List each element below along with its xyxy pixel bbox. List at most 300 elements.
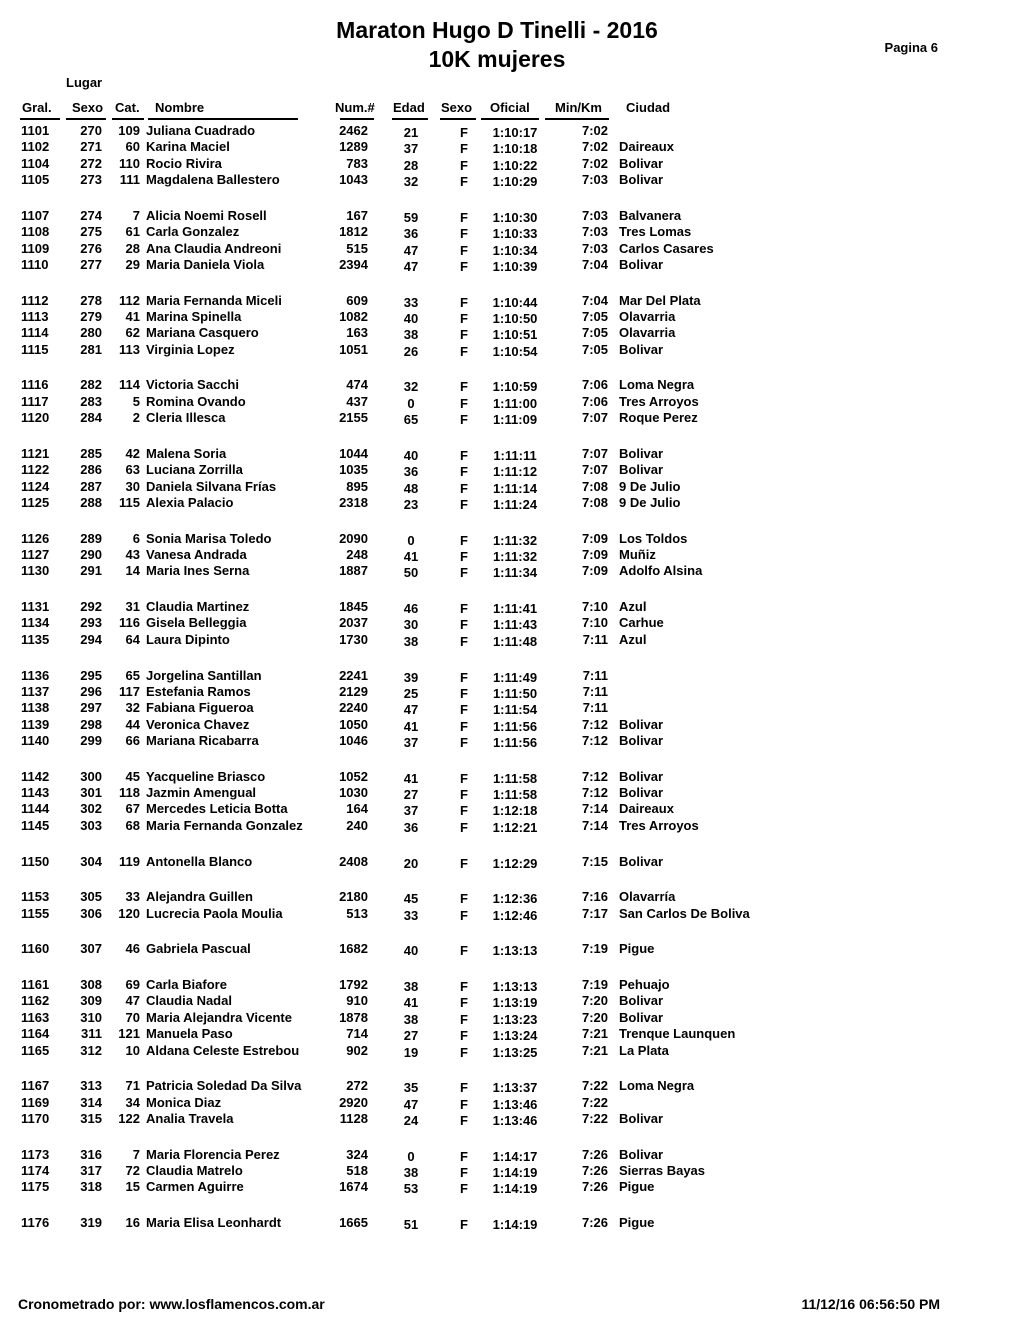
cell-sexo-pos: 318: [80, 1179, 102, 1195]
cell-cat: 6: [132, 530, 140, 546]
cell-sexo-pos: 316: [80, 1146, 102, 1162]
cell-cat: 70: [125, 1009, 140, 1025]
cell-oficial: 1:13:24: [492, 1028, 538, 1044]
cell-edad: 39: [403, 669, 419, 685]
cell-minkm: 7:08: [581, 478, 608, 494]
cell-minkm: 7:26: [581, 1215, 608, 1231]
cell-edad: 23: [403, 496, 419, 512]
cell-sexo-pos: 287: [80, 478, 102, 494]
cell-nombre: Maria Fernanda Gonzalez: [146, 817, 303, 833]
cell-sexo: F: [460, 412, 468, 428]
cell-oficial: 1:11:32: [492, 532, 538, 548]
cell-edad: 32: [403, 379, 419, 395]
cell-oficial: 1:13:23: [492, 1011, 538, 1027]
cell-ciudad: Pehuajo: [619, 977, 670, 993]
cell-cat: 14: [125, 563, 140, 579]
cell-nombre: Carla Gonzalez: [146, 224, 240, 240]
cell-sexo: F: [460, 819, 468, 835]
cell-cat: 10: [125, 1042, 140, 1058]
cell-nombre: Aldana Celeste Estrebou: [146, 1042, 300, 1058]
lugar-heading: Lugar: [66, 75, 103, 90]
cell-gral: 1115: [21, 341, 49, 357]
cell-sexo-pos: 309: [80, 993, 102, 1009]
cell-edad: 47: [403, 702, 419, 718]
cell-ciudad: Pigue: [619, 1179, 655, 1195]
cell-sexo-pos: 275: [80, 224, 102, 240]
cell-nombre: Rocio Rivira: [146, 155, 222, 171]
cell-num: 1043: [339, 172, 368, 188]
cell-ciudad: Tres Arroyos: [619, 393, 699, 409]
cell-sexo: F: [460, 310, 468, 326]
cell-ciudad: Daireaux: [619, 801, 674, 817]
cell-ciudad: Bolivar: [619, 1146, 664, 1162]
header-underline: [481, 118, 539, 120]
cell-cat: 119: [119, 853, 140, 869]
cell-oficial: 1:12:29: [492, 855, 538, 871]
cell-nombre: Carla Biafore: [146, 977, 227, 993]
cell-minkm: 7:21: [581, 1042, 608, 1058]
cell-num: 272: [346, 1078, 368, 1094]
cell-sexo: F: [460, 1217, 468, 1233]
cell-gral: 1140: [21, 732, 50, 748]
cell-gral: 1130: [21, 563, 50, 579]
cell-oficial: 1:10:30: [492, 209, 538, 225]
footer-timestamp: 11/12/16 06:56:50 PM: [801, 1296, 940, 1312]
cell-gral: 1144: [21, 801, 50, 817]
cell-sexo: F: [460, 943, 468, 959]
cell-ciudad: Tres Lomas: [619, 224, 692, 240]
cell-nombre: Vanesa Andrada: [146, 547, 247, 562]
cell-gral: 1126: [21, 530, 50, 546]
cell-sexo: F: [460, 907, 468, 923]
cell-nombre: Laura Dipinto: [146, 631, 230, 647]
cell-ciudad: Trenque Launquen: [619, 1026, 736, 1042]
cell-nombre: Luciana Zorrilla: [146, 462, 243, 478]
cell-edad: 38: [403, 327, 419, 343]
cell-oficial: 1:10:34: [492, 242, 538, 258]
cell-num: 1665: [339, 1215, 368, 1231]
cell-oficial: 1:10:33: [492, 226, 538, 242]
cell-minkm: 7:14: [581, 801, 608, 817]
cell-oficial: 1:14:19: [492, 1165, 538, 1181]
cell-nombre: Yacqueline Briasco: [146, 768, 266, 784]
header-underline: [440, 118, 476, 120]
cell-oficial: 1:11:41: [492, 601, 538, 617]
cell-gral: 1161: [21, 977, 50, 993]
cell-gral: 1153: [21, 889, 50, 905]
cell-sexo-pos: 308: [80, 977, 102, 993]
cell-nombre: Carmen Aguirre: [146, 1179, 244, 1195]
cell-ciudad: Roque Perez: [619, 410, 698, 426]
cell-sexo-pos: 293: [80, 615, 102, 631]
cell-ciudad: Daireaux: [619, 139, 674, 155]
cell-sexo: F: [460, 395, 468, 411]
cell-oficial: 1:12:36: [492, 891, 538, 907]
cell-sexo-pos: 301: [80, 785, 102, 801]
cell-gral: 1134: [21, 615, 50, 631]
cell-sexo: F: [460, 1028, 468, 1044]
cell-ciudad: Olavarría: [619, 889, 676, 905]
cell-nombre: Veronica Chavez: [146, 716, 250, 732]
cell-num: 1035: [339, 462, 368, 478]
cell-gral: 1142: [21, 768, 50, 784]
cell-cat: 116: [119, 615, 140, 631]
cell-num: 1051: [339, 341, 368, 357]
column-header-edad: Edad: [393, 100, 425, 115]
cell-num: 2241: [339, 667, 368, 683]
cell-sexo: F: [460, 685, 468, 701]
cell-nombre: Daniela Silvana Frías: [146, 478, 277, 494]
cell-sexo-pos: 280: [80, 325, 102, 341]
cell-minkm: 7:22: [581, 1110, 608, 1126]
cell-ciudad: Azul: [619, 631, 647, 647]
header-underline: [545, 118, 609, 120]
cell-ciudad: Adolfo Alsina: [619, 563, 703, 579]
cell-num: 1878: [339, 1009, 368, 1025]
cell-ciudad: Bolivar: [619, 716, 664, 732]
cell-ciudad: Bolivar: [619, 732, 664, 748]
cell-num: 2318: [339, 494, 368, 510]
cell-num: 1887: [339, 563, 368, 579]
cell-oficial: 1:11:14: [492, 480, 538, 496]
cell-sexo: F: [460, 1112, 468, 1128]
cell-edad: 53: [403, 1181, 419, 1197]
cell-minkm: 7:20: [581, 993, 608, 1009]
cell-sexo-pos: 274: [80, 207, 102, 223]
cell-nombre: Estefania Ramos: [146, 683, 251, 699]
cell-edad: 40: [403, 310, 419, 326]
cell-minkm: 7:26: [581, 1179, 608, 1195]
header-underline: [340, 118, 374, 120]
cell-nombre: Virginia Lopez: [146, 341, 235, 357]
cell-oficial: 1:12:21: [492, 819, 538, 835]
cell-gral: 1162: [21, 993, 50, 1009]
cell-edad: 37: [403, 141, 419, 157]
header-underline: [20, 118, 60, 120]
cell-sexo: F: [460, 125, 468, 140]
cell-nombre: Maria Florencia Perez: [146, 1146, 280, 1162]
cell-ciudad: Pigue: [619, 941, 655, 957]
cell-edad: 27: [403, 787, 419, 803]
cell-minkm: 7:04: [581, 292, 608, 308]
cell-sexo: F: [460, 226, 468, 242]
cell-sexo-pos: 270: [80, 123, 102, 138]
cell-minkm: 7:05: [581, 341, 608, 357]
cell-cat: 41: [125, 308, 140, 324]
cell-sexo-pos: 290: [80, 547, 102, 562]
cell-minkm: 7:03: [581, 207, 608, 223]
column-header-gral: Gral.: [22, 100, 52, 115]
cell-sexo: F: [460, 480, 468, 496]
cell-sexo-pos: 314: [80, 1094, 102, 1110]
cell-nombre: Mariana Ricabarra: [146, 732, 259, 748]
cell-sexo-pos: 282: [80, 377, 102, 393]
cell-sexo-pos: 272: [80, 155, 102, 171]
cell-gral: 1105: [21, 172, 50, 188]
cell-oficial: 1:11:12: [492, 464, 538, 480]
cell-sexo: F: [460, 379, 468, 395]
page-title: Maraton Hugo D Tinelli - 2016: [336, 17, 658, 43]
cell-ciudad: 9 De Julio: [619, 478, 681, 494]
cell-num: 513: [346, 905, 368, 921]
cell-sexo: F: [460, 565, 468, 581]
cell-gral: 1136: [21, 667, 50, 683]
cell-edad: 28: [403, 157, 419, 173]
cell-minkm: 7:02: [581, 123, 608, 138]
cell-nombre: Gabriela Pascual: [146, 941, 251, 957]
cell-edad: 0: [407, 395, 415, 411]
cell-ciudad: Carlos Casares: [619, 240, 714, 256]
cell-sexo-pos: 292: [80, 599, 102, 615]
cell-minkm: 7:17: [581, 905, 608, 921]
cell-gral: 1165: [21, 1042, 50, 1058]
cell-edad: 36: [403, 464, 419, 480]
cell-oficial: 1:12:18: [492, 803, 538, 819]
cell-num: 2462: [339, 123, 368, 138]
cell-oficial: 1:11:48: [492, 633, 538, 649]
cell-edad: 48: [403, 480, 419, 496]
cell-num: 2090: [339, 530, 368, 546]
cell-minkm: 7:09: [581, 563, 608, 579]
cell-nombre: Lucrecia Paola Moulia: [146, 905, 283, 921]
cell-gral: 1160: [21, 941, 50, 957]
cell-oficial: 1:13:13: [492, 979, 538, 995]
cell-nombre: Maria Daniela Viola: [146, 256, 265, 272]
cell-sexo: F: [460, 770, 468, 786]
cell-ciudad: Bolivar: [619, 155, 664, 171]
cell-sexo: F: [460, 258, 468, 274]
cell-cat: 16: [125, 1215, 140, 1231]
cell-num: 2155: [339, 410, 368, 426]
cell-gral: 1121: [21, 445, 50, 461]
cell-ciudad: Bolivar: [619, 785, 664, 801]
cell-ciudad: Olavarria: [619, 325, 676, 341]
cell-sexo-pos: 291: [80, 563, 102, 579]
cell-oficial: 1:13:46: [492, 1096, 538, 1112]
cell-ciudad: 9 De Julio: [619, 494, 681, 510]
cell-oficial: 1:13:46: [492, 1112, 538, 1128]
cell-minkm: 7:26: [581, 1163, 608, 1179]
cell-sexo: F: [460, 1080, 468, 1096]
cell-cat: 29: [125, 256, 140, 272]
cell-oficial: 1:10:54: [492, 343, 538, 359]
cell-gral: 1173: [21, 1146, 50, 1162]
cell-cat: 31: [125, 599, 140, 615]
cell-sexo: F: [460, 1165, 468, 1181]
cell-nombre: Maria Elisa Leonhardt: [146, 1215, 282, 1231]
cell-sexo: F: [460, 669, 468, 685]
cell-sexo: F: [460, 496, 468, 512]
cell-sexo-pos: 271: [80, 139, 102, 155]
cell-sexo-pos: 283: [80, 393, 102, 409]
cell-cat: 71: [125, 1078, 140, 1094]
cell-cat: 47: [125, 993, 140, 1009]
cell-num: 1030: [339, 785, 368, 801]
cell-minkm: 7:12: [581, 716, 608, 732]
cell-oficial: 1:11:58: [492, 787, 538, 803]
column-header-num: Num.#: [335, 100, 375, 115]
cell-ciudad: Loma Negra: [619, 377, 695, 393]
cell-oficial: 1:10:18: [492, 141, 538, 157]
cell-nombre: Sonia Marisa Toledo: [146, 530, 272, 546]
cell-sexo-pos: 303: [80, 817, 102, 833]
cell-ciudad: Bolivar: [619, 445, 664, 461]
page-subtitle: 10K mujeres: [428, 46, 566, 72]
cell-ciudad: Bolivar: [619, 993, 664, 1009]
cell-ciudad: Carhue: [619, 615, 664, 631]
cell-gral: 1107: [21, 207, 50, 223]
cell-num: 1730: [339, 631, 368, 647]
cell-sexo-pos: 315: [80, 1110, 102, 1126]
cell-cat: 112: [119, 292, 140, 308]
cell-gral: 1139: [21, 716, 50, 732]
cell-cat: 120: [118, 905, 140, 921]
cell-num: 1289: [339, 139, 368, 155]
cell-sexo-pos: 277: [80, 256, 102, 272]
cell-num: 167: [346, 207, 368, 223]
cell-cat: 44: [125, 716, 140, 732]
cell-sexo: F: [460, 855, 468, 871]
cell-gral: 1169: [21, 1094, 50, 1110]
cell-nombre: Maria Ines Serna: [146, 563, 250, 579]
cell-num: 1845: [339, 599, 368, 615]
cell-ciudad: Pigue: [619, 1215, 655, 1231]
cell-sexo-pos: 279: [80, 308, 102, 324]
cell-ciudad: La Plata: [619, 1042, 669, 1058]
cell-gral: 1176: [21, 1215, 50, 1231]
cell-gral: 1135: [21, 631, 50, 647]
cell-sexo-pos: 284: [80, 410, 102, 426]
cell-minkm: 7:07: [581, 462, 608, 478]
cell-gral: 1112: [21, 292, 49, 308]
cell-edad: 45: [403, 891, 419, 907]
cell-oficial: 1:12:46: [492, 907, 538, 923]
cell-minkm: 7:09: [581, 547, 608, 562]
cell-minkm: 7:15: [581, 853, 608, 869]
cell-nombre: Patricia Soledad Da Silva: [146, 1078, 302, 1094]
cell-cat: 118: [119, 785, 140, 801]
cell-sexo-pos: 295: [80, 667, 102, 683]
header-underline: [148, 118, 298, 120]
cell-ciudad: Bolivar: [619, 853, 664, 869]
cell-edad: 27: [403, 1028, 419, 1044]
cell-oficial: 1:13:25: [492, 1044, 538, 1060]
cell-cat: 34: [125, 1094, 140, 1110]
cell-edad: 51: [403, 1217, 419, 1233]
cell-cat: 121: [118, 1026, 140, 1042]
cell-oficial: 1:14:19: [492, 1181, 538, 1197]
cell-num: 1792: [339, 977, 368, 993]
cell-num: 2240: [339, 700, 368, 716]
cell-sexo-pos: 299: [80, 732, 102, 748]
cell-minkm: 7:09: [581, 530, 608, 546]
cell-sexo-pos: 305: [80, 889, 102, 905]
cell-sexo: F: [460, 447, 468, 463]
cell-minkm: 7:06: [581, 377, 608, 393]
column-header-nombre: Nombre: [155, 100, 205, 115]
cell-cat: 110: [119, 155, 140, 171]
cell-sexo-pos: 311: [81, 1026, 102, 1042]
cell-cat: 63: [125, 462, 140, 478]
cell-ciudad: Muñiz: [619, 547, 656, 562]
cell-gral: 1138: [21, 700, 50, 716]
cell-gral: 1110: [21, 256, 49, 272]
cell-oficial: 1:11:34: [492, 565, 538, 581]
cell-sexo-pos: 281: [80, 341, 102, 357]
cell-minkm: 7:11: [582, 683, 608, 699]
cell-minkm: 7:05: [581, 325, 608, 341]
cell-sexo: F: [460, 601, 468, 617]
cell-edad: 47: [403, 242, 419, 258]
cell-minkm: 7:02: [581, 155, 608, 171]
cell-oficial: 1:14:19: [492, 1217, 538, 1233]
cell-gral: 1108: [21, 224, 50, 240]
cell-gral: 1163: [21, 1009, 50, 1025]
cell-sexo-pos: 306: [80, 905, 102, 921]
cell-cat: 7: [132, 207, 140, 223]
cell-oficial: 1:11:11: [493, 447, 537, 463]
cell-oficial: 1:11:56: [492, 718, 538, 734]
cell-sexo-pos: 307: [80, 941, 102, 957]
cell-oficial: 1:11:09: [492, 412, 538, 428]
cell-num: 240: [346, 817, 368, 833]
cell-cat: 42: [125, 445, 140, 461]
cell-nombre: Analia Travela: [146, 1110, 234, 1126]
cell-minkm: 7:03: [581, 240, 608, 256]
cell-oficial: 1:10:29: [492, 174, 538, 190]
column-header-ciudad: Ciudad: [626, 100, 671, 115]
cell-nombre: Marina Spinella: [146, 308, 242, 324]
column-header-sexo-pos: Sexo: [72, 100, 104, 115]
cell-cat: 68: [125, 817, 140, 833]
cell-gral: 1101: [21, 123, 50, 138]
cell-gral: 1145: [21, 817, 50, 833]
column-header-minkm: Min/Km: [555, 100, 602, 115]
cell-minkm: 7:22: [581, 1078, 608, 1094]
cell-nombre: Malena Soria: [146, 445, 227, 461]
cell-edad: 50: [403, 565, 419, 581]
cell-sexo-pos: 286: [80, 462, 102, 478]
cell-minkm: 7:12: [581, 785, 608, 801]
cell-sexo: F: [460, 702, 468, 718]
cell-ciudad: Olavarria: [619, 308, 676, 324]
cell-num: 783: [346, 155, 368, 171]
cell-nombre: Mercedes Leticia Botta: [146, 801, 288, 817]
header-underline: [66, 118, 106, 120]
cell-ciudad: Mar Del Plata: [619, 292, 701, 308]
cell-edad: 38: [403, 633, 419, 649]
cell-sexo: F: [460, 242, 468, 258]
cell-gral: 1175: [21, 1179, 50, 1195]
cell-oficial: 1:11:54: [492, 702, 538, 718]
header-underline: [392, 118, 428, 120]
cell-gral: 1125: [21, 494, 50, 510]
cell-nombre: Fabiana Figueroa: [146, 700, 254, 716]
cell-ciudad: Tres Arroyos: [619, 817, 699, 833]
cell-cat: 5: [132, 393, 140, 409]
cell-edad: 21: [403, 125, 419, 140]
cell-minkm: 7:10: [581, 615, 608, 631]
cell-minkm: 7:11: [582, 631, 608, 647]
cell-minkm: 7:08: [581, 494, 608, 510]
cell-ciudad: San Carlos De Boliva: [619, 905, 750, 921]
cell-sexo: F: [460, 343, 468, 359]
cell-edad: 65: [403, 412, 419, 428]
cell-num: 714: [346, 1026, 368, 1042]
cell-nombre: Claudia Matrelo: [146, 1163, 243, 1179]
cell-nombre: Karina Maciel: [146, 139, 230, 155]
cell-sexo: F: [460, 157, 468, 173]
